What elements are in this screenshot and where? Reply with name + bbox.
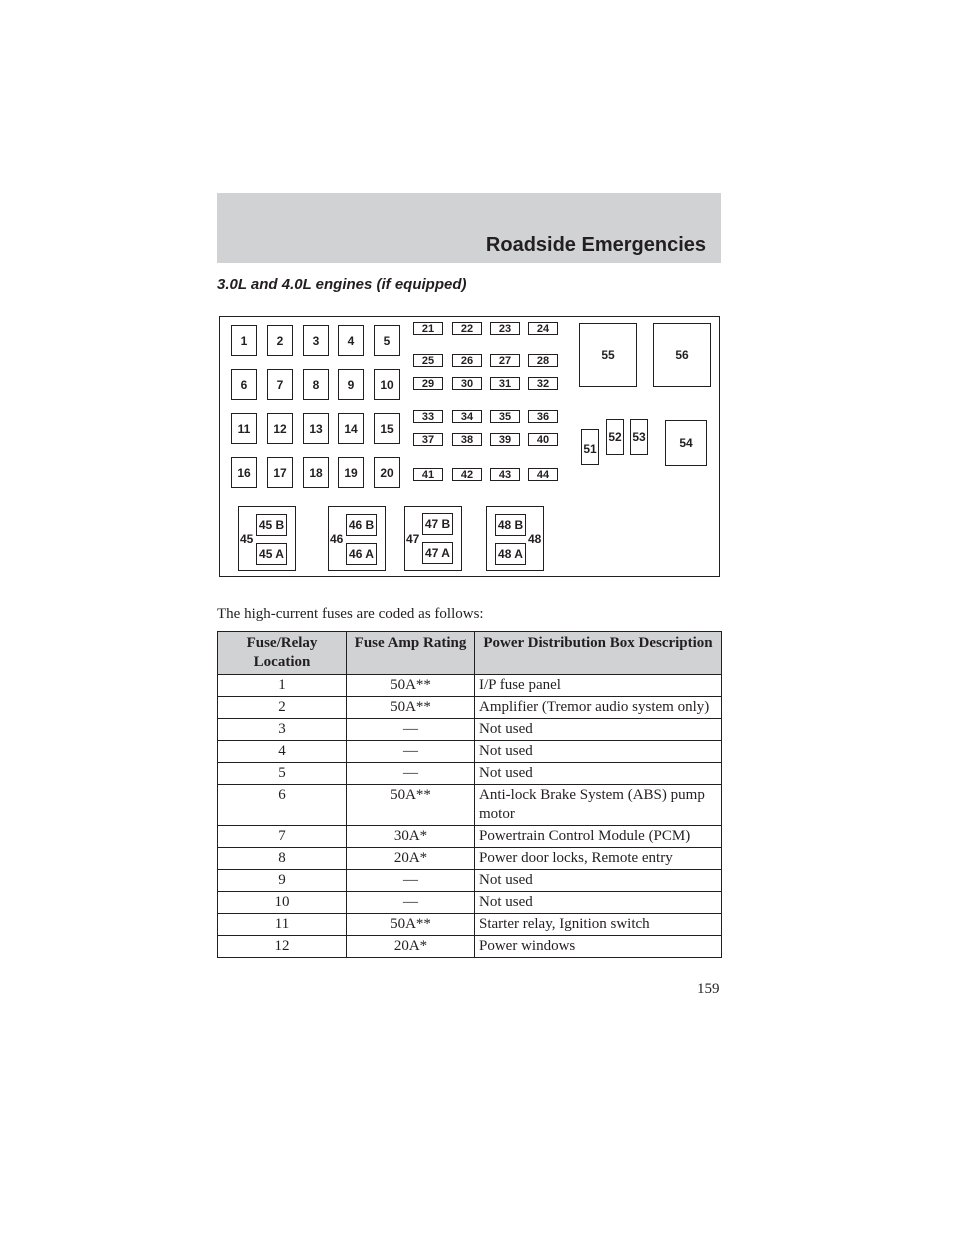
fuse-34: 34 bbox=[452, 410, 482, 423]
cell-location: 12 bbox=[218, 936, 347, 958]
fuse-19: 19 bbox=[338, 457, 364, 488]
table-row bbox=[218, 870, 722, 892]
fuse-27: 27 bbox=[490, 354, 520, 367]
fuse-3: 3 bbox=[303, 325, 329, 356]
relay-45b: 45 B bbox=[256, 514, 287, 536]
table-row bbox=[218, 675, 722, 697]
table-row bbox=[218, 785, 722, 826]
fuse-39: 39 bbox=[490, 433, 520, 446]
cell-description: Not used bbox=[475, 719, 722, 741]
header-rating: Fuse Amp Rating bbox=[347, 632, 475, 675]
cell-description: Power door locks, Remote entry bbox=[475, 848, 722, 870]
fuse-15: 15 bbox=[374, 413, 400, 444]
subheading: 3.0L and 4.0L engines (if equipped) bbox=[217, 276, 467, 293]
fuse-4: 4 bbox=[338, 325, 364, 356]
cell-location: 5 bbox=[218, 763, 347, 785]
table-row bbox=[218, 741, 722, 763]
fuse-10: 10 bbox=[374, 369, 400, 400]
cell-rating: 20A* bbox=[347, 936, 475, 958]
fuse-30: 30 bbox=[452, 377, 482, 390]
table-row bbox=[218, 697, 722, 719]
fuse-11: 11 bbox=[231, 413, 257, 444]
fuse-18: 18 bbox=[303, 457, 329, 488]
fuse-40: 40 bbox=[528, 433, 558, 446]
cell-rating: 30A* bbox=[347, 826, 475, 848]
relay-55: 55 bbox=[579, 323, 637, 387]
fuse-44: 44 bbox=[528, 468, 558, 481]
cell-description: Powertrain Control Module (PCM) bbox=[475, 826, 722, 848]
fuse-29: 29 bbox=[413, 377, 443, 390]
fuse-28: 28 bbox=[528, 354, 558, 367]
relay-45a: 45 A bbox=[256, 543, 287, 565]
fuse-24: 24 bbox=[528, 322, 558, 335]
relay-group-48-label: 48 bbox=[528, 532, 542, 546]
relay-48b: 48 B bbox=[495, 514, 526, 536]
fuse-43: 43 bbox=[490, 468, 520, 481]
fuse-37: 37 bbox=[413, 433, 443, 446]
fuse-5: 5 bbox=[374, 325, 400, 356]
cell-location: 2 bbox=[218, 697, 347, 719]
fuse-16: 16 bbox=[231, 457, 257, 488]
fuse-8: 8 bbox=[303, 369, 329, 400]
cell-rating: 50A** bbox=[347, 675, 475, 697]
cell-description: I/P fuse panel bbox=[475, 675, 722, 697]
fuse-35: 35 bbox=[490, 410, 520, 423]
relay-47a: 47 A bbox=[422, 542, 453, 564]
fuse-31: 31 bbox=[490, 377, 520, 390]
cell-location: 3 bbox=[218, 719, 347, 741]
fuse-9: 9 bbox=[338, 369, 364, 400]
section-header-band bbox=[217, 193, 721, 263]
cell-rating: — bbox=[347, 741, 475, 763]
fuse-7: 7 bbox=[267, 369, 293, 400]
relay-56: 56 bbox=[653, 323, 711, 387]
fuse-42: 42 bbox=[452, 468, 482, 481]
fuse-20: 20 bbox=[374, 457, 400, 488]
cell-description: Not used bbox=[475, 741, 722, 763]
table-row bbox=[218, 719, 722, 741]
cell-description: Anti-lock Brake System (ABS) pump motor bbox=[475, 785, 722, 826]
cell-rating: 50A** bbox=[347, 697, 475, 719]
cell-description: Not used bbox=[475, 892, 722, 914]
header-description: Power Distribution Box Description bbox=[475, 632, 722, 675]
table-row bbox=[218, 914, 722, 936]
cell-location: 6 bbox=[218, 785, 347, 826]
fuse-box-diagram bbox=[219, 316, 720, 577]
cell-location: 11 bbox=[218, 914, 347, 936]
cell-rating: 20A* bbox=[347, 848, 475, 870]
fuse-17: 17 bbox=[267, 457, 293, 488]
cell-location: 10 bbox=[218, 892, 347, 914]
fuse-12: 12 bbox=[267, 413, 293, 444]
intro-text: The high-current fuses are coded as follows: bbox=[217, 606, 484, 622]
fuse-41: 41 bbox=[413, 468, 443, 481]
relay-53: 53 bbox=[630, 419, 648, 455]
relay-46a: 46 A bbox=[346, 543, 377, 565]
table-row bbox=[218, 936, 722, 958]
fuse-2: 2 bbox=[267, 325, 293, 356]
fuse-table bbox=[217, 631, 722, 958]
cell-description: Power windows bbox=[475, 936, 722, 958]
fuse-13: 13 bbox=[303, 413, 329, 444]
relay-group-47-label: 47 bbox=[406, 532, 420, 546]
cell-location: 9 bbox=[218, 870, 347, 892]
cell-rating: — bbox=[347, 892, 475, 914]
table-row bbox=[218, 826, 722, 848]
fuse-36: 36 bbox=[528, 410, 558, 423]
cell-location: 4 bbox=[218, 741, 347, 763]
relay-group-45-label: 45 bbox=[240, 532, 254, 546]
fuse-38: 38 bbox=[452, 433, 482, 446]
page-number: 159 bbox=[697, 981, 720, 997]
fuse-32: 32 bbox=[528, 377, 558, 390]
relay-46b: 46 B bbox=[346, 514, 377, 536]
cell-rating: — bbox=[347, 763, 475, 785]
cell-description: Not used bbox=[475, 870, 722, 892]
fuse-25: 25 bbox=[413, 354, 443, 367]
header-location: Fuse/Relay Location bbox=[218, 632, 347, 675]
cell-rating: — bbox=[347, 719, 475, 741]
cell-location: 1 bbox=[218, 675, 347, 697]
fuse-33: 33 bbox=[413, 410, 443, 423]
relay-54: 54 bbox=[665, 420, 707, 466]
cell-rating: — bbox=[347, 870, 475, 892]
cell-rating: 50A** bbox=[347, 914, 475, 936]
relay-52: 52 bbox=[606, 419, 624, 455]
cell-description: Amplifier (Tremor audio system only) bbox=[475, 697, 722, 719]
cell-location: 8 bbox=[218, 848, 347, 870]
cell-description: Not used bbox=[475, 763, 722, 785]
section-title: Roadside Emergencies bbox=[485, 234, 706, 256]
fuse-14: 14 bbox=[338, 413, 364, 444]
fuse-22: 22 bbox=[452, 322, 482, 335]
relay-51: 51 bbox=[581, 429, 599, 465]
table-row bbox=[218, 763, 722, 785]
fuse-23: 23 bbox=[490, 322, 520, 335]
relay-group-46-label: 46 bbox=[330, 532, 344, 546]
cell-location: 7 bbox=[218, 826, 347, 848]
table-row bbox=[218, 892, 722, 914]
table-row bbox=[218, 848, 722, 870]
fuse-26: 26 bbox=[452, 354, 482, 367]
fuse-6: 6 bbox=[231, 369, 257, 400]
cell-rating: 50A** bbox=[347, 785, 475, 826]
cell-description: Starter relay, Ignition switch bbox=[475, 914, 722, 936]
fuse-1: 1 bbox=[231, 325, 257, 356]
fuse-21: 21 bbox=[413, 322, 443, 335]
relay-48a: 48 A bbox=[495, 543, 526, 565]
table-header-row bbox=[218, 632, 722, 675]
relay-47b: 47 B bbox=[422, 513, 453, 535]
